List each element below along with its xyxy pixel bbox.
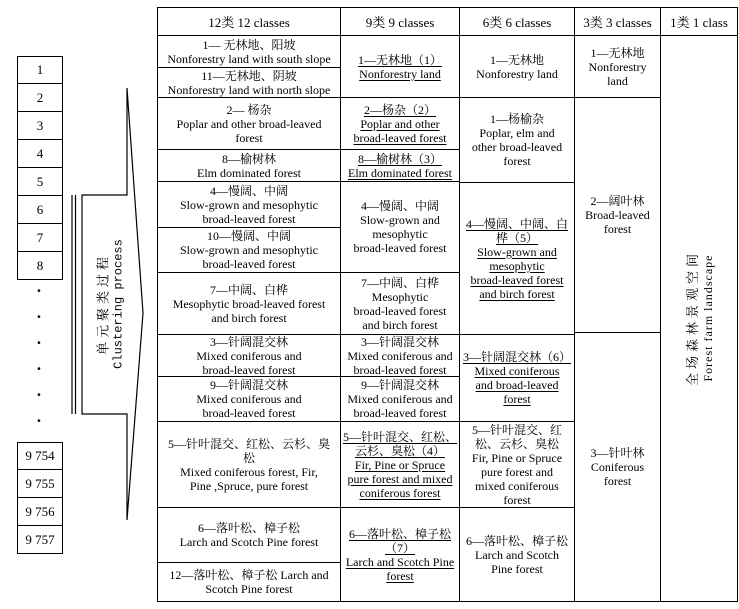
unit-box: 3	[17, 112, 63, 140]
cell-line: broad-leaved forest	[202, 257, 296, 271]
cell-line: forest	[386, 568, 414, 583]
cell-line: 3—针叶林	[590, 446, 645, 460]
cell-line: forest	[603, 222, 632, 236]
ellipsis-dots	[31, 278, 47, 434]
cell-line: other broad-leaved	[471, 140, 563, 154]
cell-line: broad-leaved forest	[202, 362, 296, 377]
c9-cell-6	[341, 335, 459, 377]
forest-landscape-label	[682, 250, 716, 386]
cell-line: forest	[603, 474, 632, 488]
unit-list-top	[17, 56, 63, 280]
cell-line: 4—慢阔、中阔	[209, 183, 288, 198]
c9-cell-7	[341, 377, 459, 422]
classification-table	[157, 7, 738, 602]
cell-line: 9—针阔混交林	[209, 378, 288, 392]
unit-box: 4	[17, 140, 63, 168]
cell-line: Coniferous	[590, 460, 645, 474]
cell-line: 11—无林地、阴坡	[201, 68, 297, 83]
cell-line: Mixed coniferous and	[347, 348, 453, 363]
c9-cell-4	[341, 182, 459, 273]
cell-line: Nonforestry land	[359, 66, 441, 81]
cell-line: Nonforestry land	[476, 66, 558, 81]
cell-line: coniferous forest	[359, 485, 441, 500]
cell-line: Poplar, elm and	[479, 126, 555, 140]
cell-line: Mixed coniferous and	[347, 392, 453, 406]
cell-line: 1—无林地	[590, 45, 645, 60]
cell-line: Poplar and other	[360, 116, 440, 131]
clustering-process-label-zh: 单元聚类过程	[95, 253, 111, 356]
unit-list-bottom	[17, 442, 63, 554]
cell-line: Scotch Pine forest	[205, 582, 293, 596]
cell-line: broad-leaved forest	[353, 130, 447, 145]
unit-box: 1	[17, 56, 63, 84]
forest-landscape-label-zh: 全场森林景观空间	[685, 249, 700, 387]
cell-line: Mixed coniferous and	[196, 392, 302, 406]
cell-line: 6—落叶松、樟子松	[348, 526, 451, 541]
cell-line: Slow-grown and mesophytic	[180, 243, 318, 257]
header-1-class: 1类 1 class	[670, 15, 728, 30]
c12-cell-9	[158, 377, 340, 422]
cell-line: and birch forest	[479, 286, 555, 301]
c12-cell-6	[158, 228, 340, 273]
unit-box: 9 756	[17, 498, 63, 526]
cell-line: Fir, Pine or Spruce	[471, 450, 563, 465]
cell-line: Larch and Scotch	[475, 547, 559, 562]
cell-line: Slow-grown and	[360, 213, 440, 227]
cell-line: land	[607, 73, 628, 88]
table-header-row	[158, 8, 737, 36]
c6-cell-5	[460, 422, 574, 508]
table-body	[158, 36, 737, 601]
unit-box: 5	[17, 168, 63, 196]
c9-cell-8	[341, 422, 459, 508]
cell-line: 3—针阔混交林	[360, 335, 439, 349]
cell-line: broad-leaved forest	[470, 272, 564, 287]
cell-line: broad-leaved forest	[353, 406, 447, 420]
c6-cell-1	[460, 36, 574, 98]
c12-cell-7	[158, 273, 340, 335]
cell-line: 8—榆树林	[221, 151, 276, 166]
c12-cell-2	[158, 68, 340, 98]
cell-line: broad-leaved forest	[202, 406, 296, 420]
cell-line: Slow-grown and	[477, 244, 557, 259]
cell-line: 4—慢阔、中阔	[360, 199, 439, 213]
ellipsis-dot: ·	[36, 281, 42, 300]
cell-line: （7）	[384, 540, 415, 555]
c9-cell-1	[341, 36, 459, 98]
cell-line: Larch and Scotch Pine	[345, 554, 455, 569]
cell-line: 5—针叶混交、红	[471, 422, 562, 437]
header-12-classes: 12类 12 classes	[158, 8, 341, 35]
c6-cell-2	[460, 98, 574, 183]
cell-line: Nonforestry land with south slope	[167, 51, 331, 66]
cell-line: forest	[503, 154, 531, 168]
cell-line: 9—针阔混交林	[360, 378, 439, 392]
unit-box: 9 757	[17, 526, 63, 554]
cell-line: 4—慢阔、中阔、白	[465, 216, 568, 231]
cell-line: 桦（5）	[495, 230, 538, 245]
cell-line: Elm dominated forest	[197, 165, 301, 180]
cell-line: pure forest and mixed	[347, 471, 453, 486]
cell-line: 松	[242, 450, 255, 465]
cell-line: 3—针阔混交林	[209, 335, 288, 349]
cell-line: 1—无林地（1）	[357, 52, 442, 67]
c3-cell-2	[575, 98, 660, 333]
cell-line: Mesophytic	[371, 289, 429, 304]
cell-line: broad-leaved forest	[353, 303, 447, 318]
unit-box: 9 755	[17, 470, 63, 498]
cell-line: Mixed coniferous	[474, 364, 560, 378]
ellipsis-dot: ·	[36, 385, 42, 404]
header-3-classes: 3类 3 classes	[575, 8, 661, 35]
cell-line: 1—无林地	[489, 52, 544, 67]
c12-cell-8	[158, 335, 340, 377]
cell-line: 云杉、臭松（4）	[354, 443, 445, 458]
cell-line: 7—中阔、白桦	[360, 275, 439, 290]
header-9-classes: 9类 9 classes	[341, 8, 460, 35]
header-6-classes: 6类 6 classes	[460, 8, 575, 35]
cell-line: and birch forest	[362, 317, 438, 332]
cell-line: forest	[503, 492, 531, 507]
cell-line: broad-leaved forest	[353, 241, 447, 255]
cell-line: Mixed coniferous forest, Fir,	[180, 464, 318, 479]
cell-line: mesophytic	[489, 258, 545, 273]
c6-cell-6	[460, 508, 574, 601]
column-12-classes	[158, 36, 341, 601]
cell-line: 10—慢阔、中阔	[206, 229, 291, 243]
ellipsis-dot: ·	[36, 359, 42, 378]
cell-line: 5—针叶混交、红松、云杉、臭	[167, 436, 330, 451]
cell-line: and broad-leaved	[475, 378, 559, 392]
cell-line: Poplar and other broad-leaved	[176, 116, 322, 131]
c9-cell-9	[341, 508, 459, 601]
c12-cell-1	[158, 36, 340, 68]
cell-line: forest	[503, 392, 531, 406]
c12-cell-12	[158, 563, 340, 601]
cell-line: 2—阔叶林	[590, 194, 645, 208]
cell-line: 12—落叶松、樟子松 Larch and	[169, 568, 329, 582]
cell-line: 松、云杉、臭松	[474, 436, 559, 451]
c12-cell-11	[158, 508, 340, 563]
cell-line: 6—落叶松、樟子松	[465, 533, 568, 548]
cell-line: forest	[235, 130, 263, 145]
column-6-classes	[460, 36, 575, 601]
unit-box: 9 754	[17, 442, 63, 470]
cell-line: mixed coniferous	[475, 478, 559, 493]
cell-line: Mesophytic broad-leaved forest	[172, 296, 326, 311]
clustering-process-label	[93, 239, 126, 369]
cell-line: 7—中阔、白桦	[209, 282, 288, 297]
c9-cell-2	[341, 98, 459, 150]
cell-line: 8—榆树林（3）	[357, 151, 442, 166]
cell-line: 5—针叶混交、红松、	[343, 429, 458, 444]
clustering-process-label-en: Clustering process	[111, 239, 126, 369]
cell-line: Broad-leaved	[585, 208, 650, 222]
column-1-class	[661, 36, 737, 601]
cell-line: Pine ,Spruce, pure forest	[189, 478, 309, 493]
c9-cell-3	[341, 150, 459, 182]
cell-line: Mixed coniferous and	[196, 348, 302, 363]
cell-line: 3—针阔混交林（6）	[462, 350, 571, 364]
cell-line: 2—杨杂（2）	[363, 102, 436, 117]
cell-line: pure forest and	[481, 464, 553, 479]
cell-line: Nonforestry	[588, 59, 647, 74]
cell-line: mesophytic	[372, 227, 428, 241]
c12-cell-4	[158, 150, 340, 182]
cell-line: Fir, Pine or Spruce	[354, 457, 446, 472]
cell-line: Elm dominated forest	[348, 165, 452, 180]
cell-line: Nonforestry land with north slope	[167, 82, 331, 97]
c12-cell-10	[158, 422, 340, 508]
c3-cell-3	[575, 333, 660, 601]
forest-landscape-label-en: Forest farm landscape	[701, 254, 715, 382]
cell-line: Slow-grown and mesophytic	[180, 197, 318, 212]
cell-line: 6—落叶松、樟子松	[197, 521, 300, 535]
column-9-classes	[341, 36, 460, 601]
unit-box: 8	[17, 252, 63, 280]
unit-box: 2	[17, 84, 63, 112]
c6-cell-4	[460, 335, 574, 422]
ellipsis-dot: ·	[36, 307, 42, 326]
cell-line: broad-leaved forest	[353, 362, 447, 377]
ellipsis-dot: ·	[36, 333, 42, 352]
ellipsis-dot: ·	[36, 411, 42, 430]
c6-cell-3	[460, 183, 574, 335]
cell-line: 1— 无林地、阳坡	[202, 37, 296, 52]
c3-cell-1	[575, 36, 660, 98]
c12-cell-3	[158, 98, 340, 150]
cell-line: 1—杨榆杂	[489, 112, 544, 126]
unit-box: 7	[17, 224, 63, 252]
cell-line: broad-leaved forest	[202, 211, 296, 226]
column-3-classes	[575, 36, 661, 601]
cell-line: Larch and Scotch Pine forest	[179, 535, 319, 549]
cell-line: and birch forest	[211, 310, 287, 325]
cell-line: Pine forest	[491, 561, 543, 576]
c9-cell-5	[341, 273, 459, 335]
cell-line: 2— 杨杂	[226, 102, 272, 117]
c12-cell-5	[158, 182, 340, 228]
unit-box: 6	[17, 196, 63, 224]
